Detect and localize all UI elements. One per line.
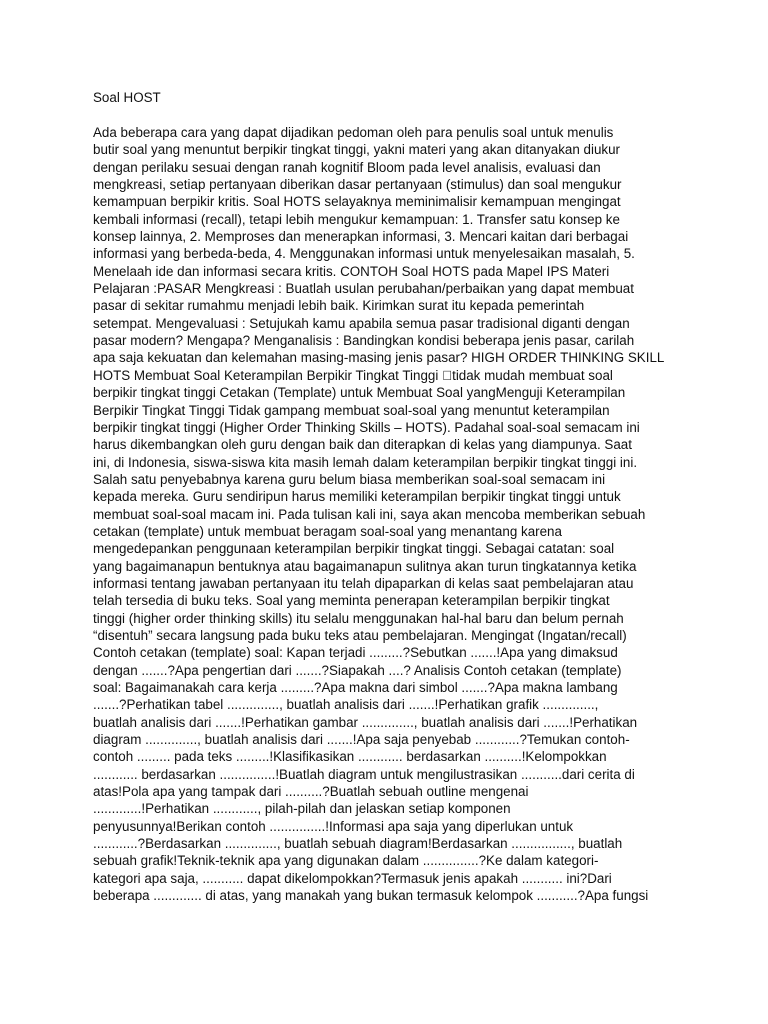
text-line: Ada beberapa cara yang dapat dijadikan pedoman oleh para penulis soal untuk menulis	[93, 125, 614, 140]
text-line: contoh ......... pada teks .........!Klasifikasikan ............ berdasarkan ..........!Kelompokkan	[93, 749, 607, 765]
text-line: ini, di Indonesia, siswa-siswa kita masih lemah dalam keterampilan berpikir tingkat tinggi ini.	[93, 454, 638, 470]
text-line: .......?Perhatikan tabel .............., buatlah analisis dari .......!Perhatikan grafik ..............,	[93, 697, 599, 713]
text-line: Salah satu penyebabnya karena guru belum biasa memberikan soal-soal semacam ini	[93, 471, 606, 487]
text-line: harus dikembangkan oleh guru dengan baik dan diterapkan di kelas yang diampunya. Saat	[93, 437, 632, 453]
text-line: Berpikir Tingkat Tinggi Tidak gampang membuat soal-soal yang menuntut keterampilan	[93, 402, 610, 418]
document-title: Soal HOST	[93, 90, 161, 105]
text-line: ............?Berdasarkan .............., buatlah sebuah diagram!Berdasarkan ................, buatlah	[93, 836, 623, 852]
text-line: berpikir tingkat tinggi Cetakan (Template) untuk Membuat Soal yangMenguji Keterampilan	[93, 385, 626, 401]
text-line: mengedepankan penggunaan keterampilan berpikir tingkat tinggi. Sebagai catatan: soal	[93, 541, 615, 557]
text-line: ............ berdasarkan ...............!Buatlah diagram untuk mengilustrasikan ...........dari cerita di	[93, 766, 635, 782]
text-line: HOTS Membuat Soal Keterampilan Berpikir Tingkat Tinggi  tidak mudah membuat soal	[93, 367, 613, 383]
document-body	[93, 124, 693, 904]
text-line: mengkreasi, setiap pertanyaan diberikan dasar pertanyaan (stimulus) dan soal mengukur	[93, 177, 622, 193]
text-line: informasi tentang jawaban pertanyaan itu telah dipaparkan di kelas saat pembelajaran atau	[93, 575, 634, 591]
text-line: atas!Pola apa yang tampak dari ..........?Buatlah sebuah outline mengenai	[93, 784, 529, 800]
text-line: diagram .............., buatlah analisis dari .......!Apa saja penyebab ............?Temukan contoh-	[93, 732, 630, 748]
text-line: kategori apa saja, ........... dapat dikelompokkan?Termasuk jenis apakah ........... ini?Dari	[93, 870, 612, 886]
text-line: apa saja kekuatan dan kelemahan masing-masing jenis pasar? HIGH ORDER THINKING SKILL	[93, 350, 665, 366]
text-line: konsep lainnya, 2. Memproses dan menerapkan informasi, 3. Mencari kaitan dari berbagai	[93, 229, 629, 245]
text-line: kepada mereka. Guru sendiripun harus memiliki keterampilan berpikir tingkat tinggi untuk	[93, 489, 621, 505]
text-line: informasi yang berbeda-beda, 4. Menggunakan informasi untuk menyelesaikan masalah, 5.	[93, 246, 635, 262]
text-line: tinggi (higher order thinking skills) itu selalu menggunakan hal-hal baru dan belum pernah	[93, 610, 624, 626]
text-line: setempat. Mengevaluasi : Setujukah kamu apabila semua pasar tradisional diganti dengan	[93, 315, 630, 331]
text-line: “disentuh” secara langsung pada buku teks atau pembelajaran. Mengingat (Ingatan/recall)	[93, 627, 627, 643]
text-line: butir soal yang menuntut berpikir tingkat tinggi, yakni materi yang akan ditanyakan diukur	[93, 142, 620, 158]
text-line: kembali informasi (recall), tetapi lebih mengukur kemampuan: 1. Transfer satu konsep ke	[93, 211, 620, 227]
text-line: yang bagaimanapun bentuknya atau bagaimanapun sulitnya akan turun tingkatannya ketika	[93, 558, 637, 574]
text-line: pasar modern? Mengapa? Menganalisis : Bandingkan kondisi beberapa jenis pasar, carilah	[93, 333, 635, 349]
text-line: Pelajaran :PASAR Mengkreasi : Buatlah usulan perubahan/perbaikan yang dapat membuat	[93, 281, 634, 297]
text-line: buatlah analisis dari .......!Perhatikan gambar .............., buatlah analisis dari .......!Perhatikan	[93, 714, 638, 730]
text-line: membuat soal-soal macam ini. Pada tulisan kali ini, saya akan mencoba memberikan sebuah	[93, 506, 646, 522]
text-line: .............!Perhatikan ............, pilah-pilah dan jelaskan setiap komponen	[93, 801, 511, 817]
text-line: pasar di sekitar rumahmu menjadi lebih baik. Kirimkan surat itu kepada pemerintah	[93, 298, 585, 314]
text-line: berpikir tingkat tinggi (Higher Order Thinking Skills – HOTS). Padahal soal-soal semacam ini	[93, 419, 640, 435]
text-line: soal: Bagaimanakah cara kerja .........?Apa makna dari simbol .......?Apa makna lambang	[93, 680, 618, 695]
text-line: cetakan (template) untuk membuat beragam soal-soal yang menantang karena	[93, 523, 562, 539]
text-line: Contoh cetakan (template) soal: Kapan terjadi .........?Sebutkan .......!Apa yang dimaksud	[93, 645, 618, 661]
text-line: penyusunnya!Berikan contoh ...............!Informasi apa saja yang diperlukan untuk	[93, 818, 574, 834]
text-line: kemampuan berpikir kritis. Soal HOTS selayaknya meminimalisir kemampuan mengingat	[93, 194, 621, 210]
text-line: dengan .......?Apa pengertian dari .......?Siapakah ....? Analisis Contoh cetakan (template)	[93, 662, 622, 678]
text-line: sebuah grafik!Teknik-teknik apa yang digunakan dalam ...............?Ke dalam kategori-	[93, 853, 599, 869]
text-line: telah tersedia di buku teks. Soal yang meminta penerapan keterampilan berpikir tingkat	[93, 593, 610, 609]
text-line: Menelaah ide dan informasi secara kritis. CONTOH Soal HOTS pada Mapel IPS Materi	[93, 263, 610, 279]
text-line: beberapa ............. di atas, yang manakah yang bukan termasuk kelompok ...........?Apa fungsi	[93, 888, 649, 904]
text-line: dengan perilaku sesuai dengan ranah kognitif Bloom pada level analisis, evaluasi dan	[93, 159, 601, 175]
